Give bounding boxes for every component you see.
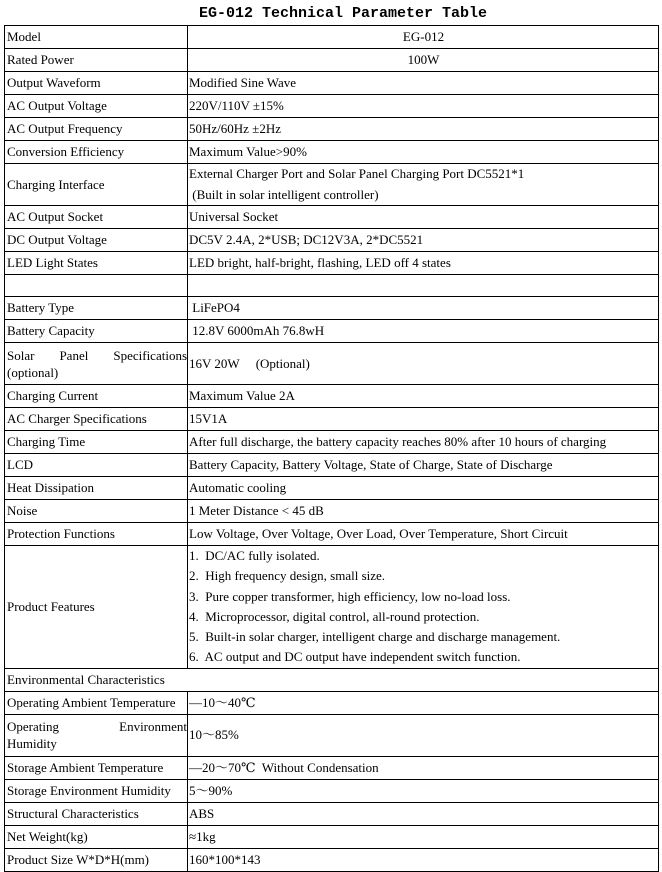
table-row — [5, 252, 659, 275]
row-label: Product Size W*D*H(mm) — [5, 848, 188, 871]
feature-item: 2. High frequency design, small size. — [189, 568, 386, 584]
row-value: 5～90% — [188, 779, 659, 802]
parameter-table — [4, 25, 659, 872]
row-value: —20～70℃ Without Condensation — [188, 756, 659, 779]
row-value: Low Voltage, Over Voltage, Over Load, Over Temperature, Short Circuit — [188, 523, 659, 546]
row-value: EG-012 — [188, 26, 659, 49]
row-value: 160*100*143 — [188, 848, 659, 871]
row-label: Battery Capacity — [5, 320, 188, 343]
row-label: Noise — [5, 500, 188, 523]
charging-interface-line2: (Built in solar intelligent controller) — [189, 186, 379, 202]
row-value: LED bright, half-bright, flashing, LED off 4 states — [188, 252, 659, 275]
table-row — [5, 756, 659, 779]
table-row — [5, 95, 659, 118]
table-row — [5, 49, 659, 72]
empty-cell — [5, 275, 188, 297]
solar-label-line2: (optional) — [7, 364, 59, 380]
section-heading: Environmental Characteristics — [5, 668, 659, 691]
table-row — [5, 385, 659, 408]
row-label: LCD — [5, 454, 188, 477]
row-value: ≈1kg — [188, 825, 659, 848]
row-value: —10～40℃ — [188, 691, 659, 714]
row-value: Battery Capacity, Battery Voltage, State of Charge, State of Discharge — [188, 454, 659, 477]
table-row — [5, 477, 659, 500]
row-label: AC Output Voltage — [5, 95, 188, 118]
table-row — [5, 454, 659, 477]
row-label: Storage Environment Humidity — [5, 779, 188, 802]
row-value: 100W — [188, 49, 659, 72]
row-value: 1 Meter Distance < 45 dB — [188, 500, 659, 523]
table-row — [5, 343, 659, 385]
table-row — [5, 26, 659, 49]
row-value: DC5V 2.4A, 2*USB; DC12V3A, 2*DC5521 — [188, 229, 659, 252]
row-value: 50Hz/60Hz ±2Hz — [188, 118, 659, 141]
row-label: Rated Power — [5, 49, 188, 72]
table-row — [5, 206, 659, 229]
table-row — [5, 523, 659, 546]
row-label: Operating Ambient Temperature — [5, 691, 188, 714]
row-label: DC Output Voltage — [5, 229, 188, 252]
charging-interface-line1: External Charger Port and Solar Panel Charging Port DC5521*1 — [189, 166, 525, 182]
row-value: Universal Socket — [188, 206, 659, 229]
row-label — [5, 343, 188, 385]
humidity-label-line2: Humidity — [7, 736, 57, 752]
empty-cell — [188, 275, 659, 297]
table-title: EG-012 Technical Parameter Table — [198, 5, 488, 22]
table-row — [5, 72, 659, 95]
feature-item: 3. Pure copper transformer, high efficiency, low no-load loss. — [189, 588, 511, 604]
table-row — [5, 320, 659, 343]
row-label: Net Weight(kg) — [5, 825, 188, 848]
table-row — [5, 408, 659, 431]
row-value: 15V1A — [188, 408, 659, 431]
table-row — [5, 118, 659, 141]
table-row — [5, 229, 659, 252]
row-value — [188, 546, 659, 669]
table-row — [5, 691, 659, 714]
row-value — [188, 164, 659, 206]
row-label: Charging Time — [5, 431, 188, 454]
feature-item: 1. DC/AC fully isolated. — [189, 548, 320, 563]
row-label: Product Features — [5, 546, 188, 669]
row-label: Protection Functions — [5, 523, 188, 546]
row-value: 220V/110V ±15% — [188, 95, 659, 118]
row-label — [5, 714, 188, 756]
table-row — [5, 164, 659, 206]
table-row — [5, 431, 659, 454]
row-label: AC Charger Specifications — [5, 408, 188, 431]
table-row — [5, 779, 659, 802]
row-label: LED Light States — [5, 252, 188, 275]
row-label: AC Output Frequency — [5, 118, 188, 141]
row-value: After full discharge, the battery capacity reaches 80% after 10 hours of charging — [188, 431, 659, 454]
row-value: ABS — [188, 802, 659, 825]
row-label: Output Waveform — [5, 72, 188, 95]
row-label: Heat Dissipation — [5, 477, 188, 500]
table-row — [5, 141, 659, 164]
row-value: Modified Sine Wave — [188, 72, 659, 95]
table-row — [5, 825, 659, 848]
row-value: LiFePO4 — [188, 297, 659, 320]
row-label: AC Output Socket — [5, 206, 188, 229]
row-value: 10～85% — [188, 714, 659, 756]
row-label: Charging Current — [5, 385, 188, 408]
feature-item: 4. Microprocessor, digital control, all-round protection. — [189, 608, 480, 624]
row-label: Battery Type — [5, 297, 188, 320]
row-label: Structural Characteristics — [5, 802, 188, 825]
row-value: 12.8V 6000mAh 76.8wH — [188, 320, 659, 343]
solar-label-line1: Solar Panel Specifications — [7, 347, 187, 363]
section-heading-row — [5, 668, 659, 691]
row-value: Maximum Value>90% — [188, 141, 659, 164]
feature-item: 6. AC output and DC output have independent switch function. — [189, 649, 521, 665]
row-label: Charging Interface — [5, 164, 188, 206]
row-value: 16V 20W (Optional) — [188, 343, 659, 385]
row-label: Conversion Efficiency — [5, 141, 188, 164]
table-row — [5, 500, 659, 523]
humidity-label-line1: Operating Environment — [7, 719, 187, 735]
table-row — [5, 546, 659, 669]
table-row — [5, 714, 659, 756]
table-row — [5, 297, 659, 320]
table-row — [5, 802, 659, 825]
row-label: Model — [5, 26, 188, 49]
row-label: Storage Ambient Temperature — [5, 756, 188, 779]
row-value: Maximum Value 2A — [188, 385, 659, 408]
row-value: Automatic cooling — [188, 477, 659, 500]
spacer-row — [5, 275, 659, 297]
feature-item: 5. Built-in solar charger, intelligent charge and discharge management. — [189, 629, 561, 645]
